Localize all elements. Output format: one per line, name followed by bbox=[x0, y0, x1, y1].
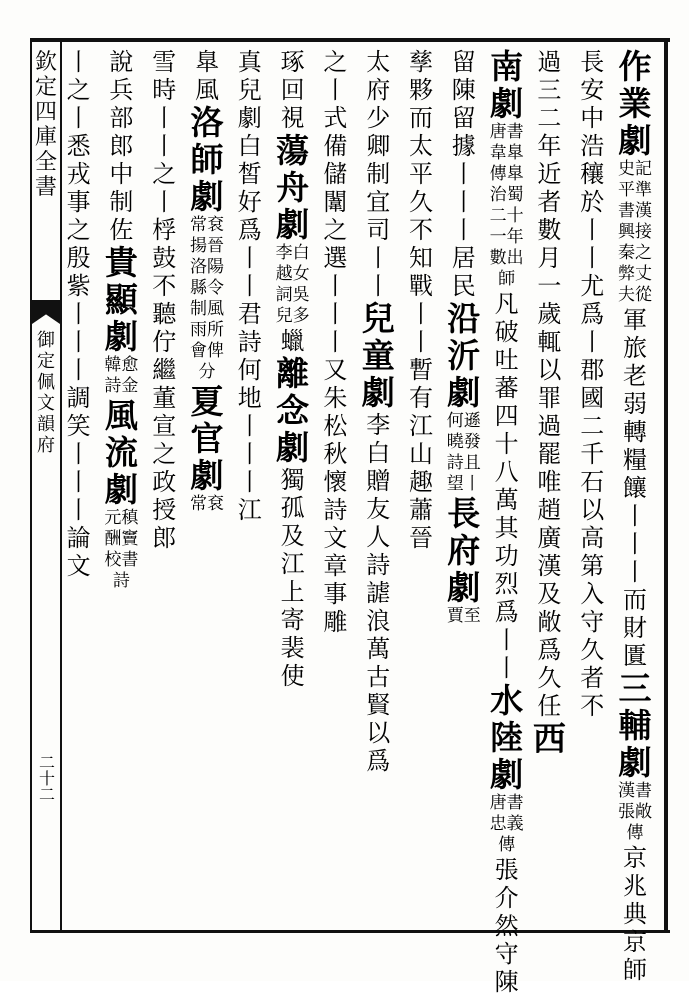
body-text: 張介然守陳 bbox=[494, 856, 519, 996]
body-text: 君詩何地丨丨丨江 bbox=[237, 300, 262, 524]
entry-heading: 離念劇 bbox=[276, 354, 310, 467]
text-column-6 bbox=[400, 48, 442, 928]
entry-heading: 三輔劇 bbox=[618, 669, 652, 782]
body-text: 臯風 bbox=[195, 48, 219, 104]
text-column-8 bbox=[314, 48, 356, 928]
annotation-text: 漢書張敞傳 bbox=[618, 781, 652, 843]
body-text: 丨之丨悉戎事之殷紫丨丨丨調笑丨丨丨論文 bbox=[66, 48, 91, 580]
text-column-3 bbox=[528, 48, 570, 928]
entry-heading: 兒童劇 bbox=[361, 299, 395, 412]
body-text: 長安中浩穰於丨丨尤爲丨郡國二千石以高第入守久者不 bbox=[580, 48, 605, 720]
body-text: 京兆典京師 bbox=[623, 844, 647, 984]
body-text: 李白贈友人詩謔浪萬古賢以爲 bbox=[366, 411, 391, 775]
annotation-text: 何遜曉發詩且望丨 bbox=[446, 411, 481, 494]
annotation-text: 唐書韋臯傳臯治蜀二十一年數出師 bbox=[489, 122, 524, 289]
fishtail-mark-icon bbox=[32, 300, 60, 324]
text-column-14 bbox=[58, 48, 100, 928]
book-title: 欽定四庫全書 bbox=[34, 50, 57, 200]
entry-heading: 沿沂劇 bbox=[447, 299, 481, 412]
entry-heading: 風流劇 bbox=[104, 396, 138, 509]
text-column-5 bbox=[443, 48, 485, 928]
body-text: 琢回視 bbox=[280, 48, 305, 132]
text-column-10 bbox=[229, 48, 271, 928]
annotation-text: 史記平準書漢興接秦之弊丈夫從 bbox=[618, 159, 652, 305]
entry-heading: 貴顯劇 bbox=[104, 243, 138, 356]
entry-heading: 洛師劇 bbox=[190, 103, 224, 216]
entry-heading: 作業劇 bbox=[618, 47, 652, 160]
section-title: 御定佩文韻府 bbox=[37, 330, 55, 456]
body-text: 凡破吐蕃四十八萬其功烈爲丨丨 bbox=[494, 290, 519, 682]
entry-heading: 夏官劇 bbox=[190, 382, 224, 495]
text-column-7 bbox=[357, 48, 399, 928]
text-column-2 bbox=[571, 48, 613, 928]
body-text: 真兒劇白皙好爲丨丨 bbox=[237, 48, 262, 300]
text-column-12 bbox=[143, 48, 185, 928]
entry-heading: 蕩舟劇 bbox=[276, 131, 310, 244]
body-text: 說兵部郎中制佐 bbox=[109, 48, 134, 244]
annotation-text: 元稹酬竇校書詩 bbox=[104, 508, 139, 591]
text-column-9 bbox=[272, 48, 314, 928]
body-text: 蠟 bbox=[280, 327, 305, 355]
text-column-1 bbox=[614, 47, 656, 984]
annotation-text: 唐書忠義傳 bbox=[489, 793, 524, 855]
body-text: 獨孤及江上寄裴使 bbox=[280, 466, 305, 690]
body-text: 過三二年近者數月一歲輒以罪過罷唯趙廣漢及敞爲久任 bbox=[537, 48, 562, 720]
bottom-border-rule bbox=[30, 930, 670, 933]
folio-number: 二十二 bbox=[38, 753, 55, 804]
body-text: 太府少卿制宜司丨丨 bbox=[366, 48, 391, 300]
body-text: 孳夥而太平久不知戰丨丨暫有江山趣 bbox=[409, 48, 433, 496]
body-text: 之丨式備儲闈之選丨丨丨又朱松秋懷詩文章事雕 bbox=[323, 48, 348, 636]
top-border-rule bbox=[30, 38, 670, 42]
text-column-4 bbox=[486, 47, 528, 996]
entry-heading: 西 bbox=[532, 719, 566, 758]
body-text: 雪時丨丨之丨桴鼓不聽佇繼董宣之政 bbox=[152, 48, 177, 496]
right-border-rule bbox=[664, 38, 668, 933]
entry-heading: 長府劇 bbox=[447, 494, 481, 607]
annotation-text: 賈至 bbox=[446, 606, 481, 626]
text-column-11 bbox=[186, 48, 228, 928]
body-text: 授郎 bbox=[152, 496, 177, 552]
entry-heading: 水陸劇 bbox=[490, 681, 524, 794]
text-column-13 bbox=[100, 48, 142, 928]
annotation-text: 李白越女詞吳兒多 bbox=[275, 243, 310, 326]
annotation-text: 韓愈詩金 bbox=[104, 355, 139, 396]
entry-heading: 南劇 bbox=[490, 47, 524, 123]
body-text: 留陳留據丨丨丨居民 bbox=[451, 48, 476, 300]
body-text: 軍旅老弱轉糧饟丨丨丨而財匱 bbox=[623, 306, 647, 670]
annotation-text: 常袞 bbox=[190, 494, 224, 514]
annotation-text: 常袞揚晉洛陽縣令制風雨所會俾分 bbox=[190, 215, 224, 382]
body-text: 蕭晉 bbox=[409, 496, 433, 552]
